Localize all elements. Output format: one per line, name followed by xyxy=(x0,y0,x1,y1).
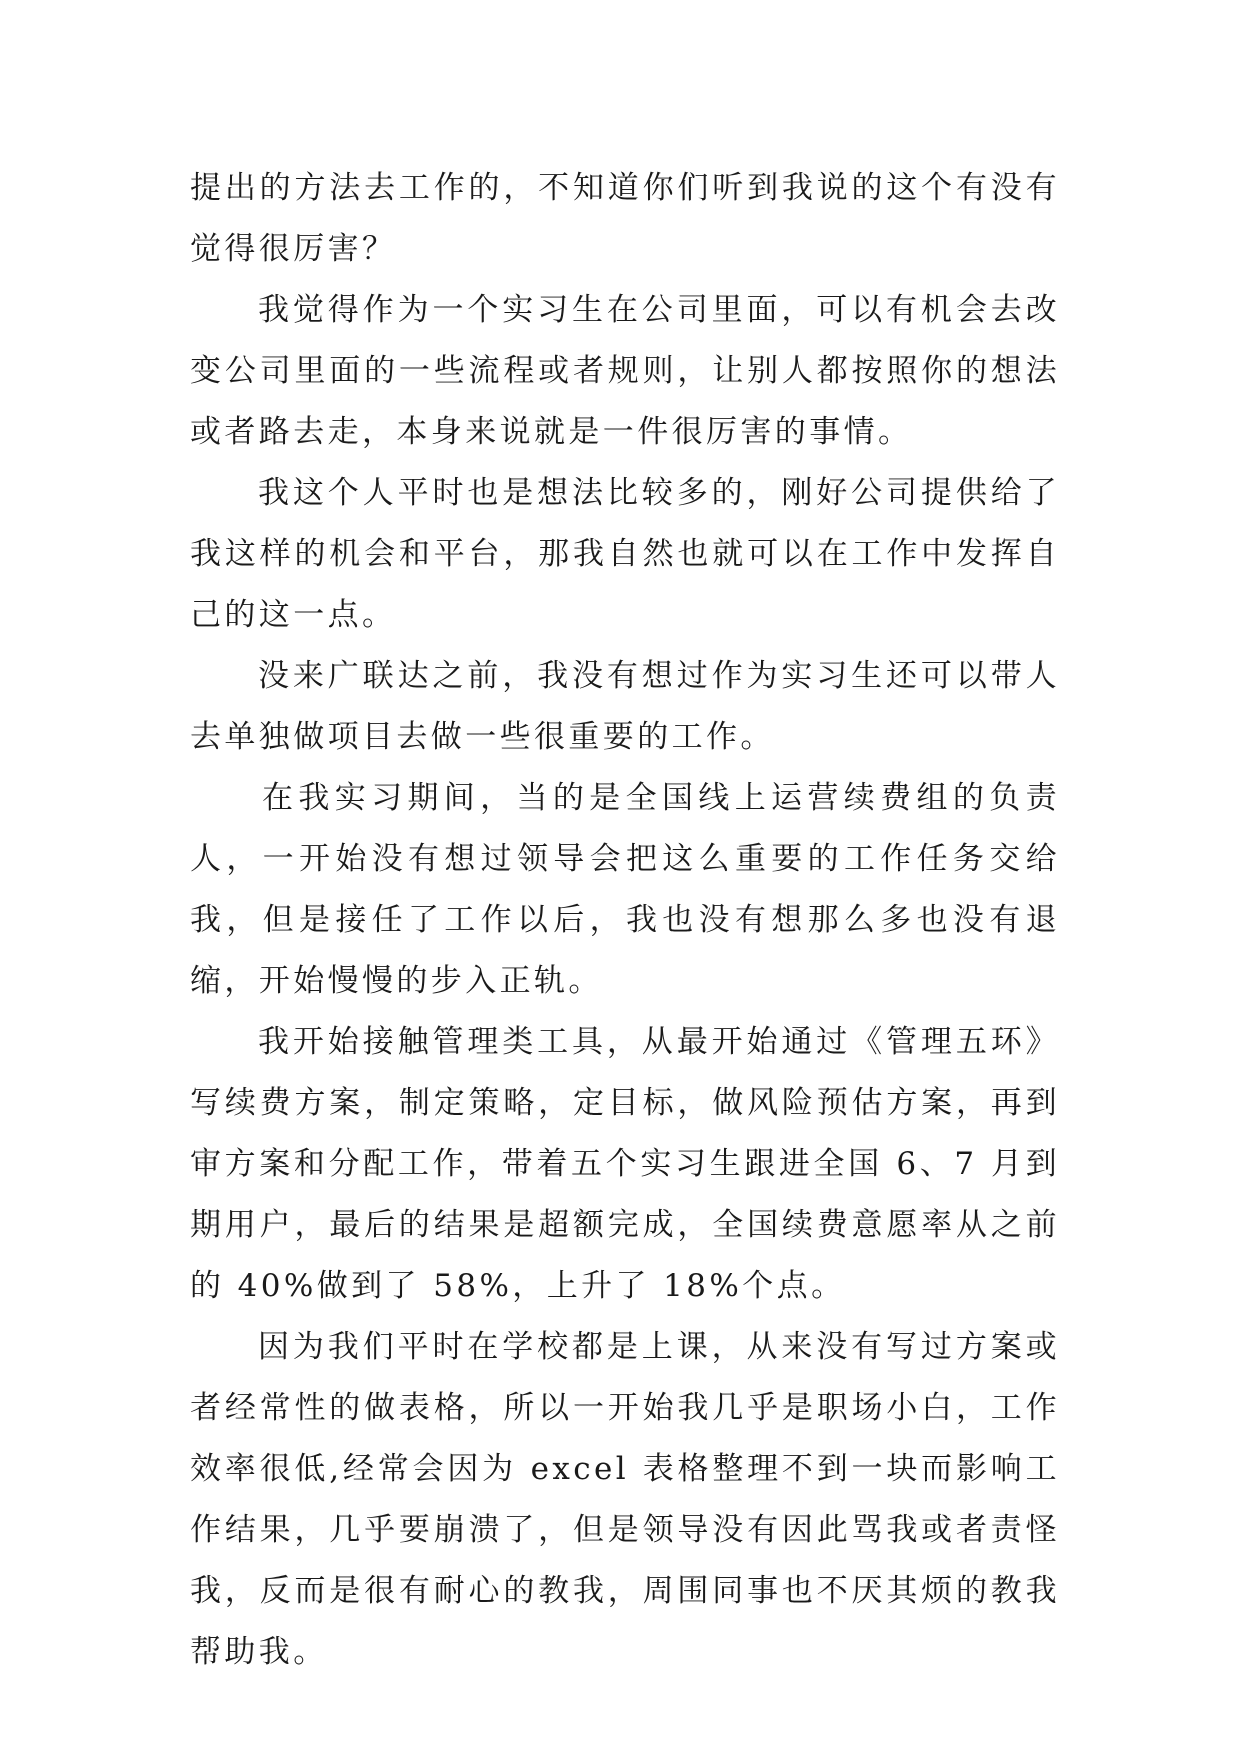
paragraph-internship-role: 在我实习期间，当的是全国线上运营续费组的负责人，一开始没有想过领导会把这么重要的工作任务交给我，但是接任了工作以后，我也没有想那么多也没有退缩，开始慢慢的步入正轨。 xyxy=(190,780,1060,999)
paragraph-before-joining: 没来广联达之前，我没有想过作为实习生还可以带人去单独做项目去做一些很重要的工作。 xyxy=(190,658,1060,755)
paragraph-management-tools: 我开始接触管理类工具，从最开始通过《管理五环》写续费方案，制定策略，定目标，做风险预估方案，再到审方案和分配工作，带着五个实习生跟进全国 6、7 月到期用户，最后的结果是超额完成，全国续费意愿率从之前的 40%做到了 58%，上升了 18%个点。 xyxy=(190,1024,1060,1304)
paragraph-school-experience: 因为我们平时在学校都是上课，从来没有写过方案或者经常性的做表格，所以一开始我几乎是职场小白，工作效率很低,经常会因为 excel 表格整理不到一块而影响工作结果，几乎要崩溃了，但是领导没有因此骂我或者责怪我，反而是很有耐心的教我，周围同事也不厌其烦的教我帮助我。 xyxy=(190,1329,1060,1670)
document-body xyxy=(190,158,1060,1683)
paragraph-continuation: 提出的方法去工作的，不知道你们听到我说的这个有没有觉得很厉害？ xyxy=(190,170,1060,267)
paragraph-intern-change: 我觉得作为一个实习生在公司里面，可以有机会去改变公司里面的一些流程或者规则，让别人都按照你的想法或者路去走，本身来说就是一件很厉害的事情。 xyxy=(190,292,1060,450)
paragraph-ideas: 我这个人平时也是想法比较多的，刚好公司提供给了我这样的机会和平台，那我自然也就可以在工作中发挥自己的这一点。 xyxy=(190,475,1060,633)
